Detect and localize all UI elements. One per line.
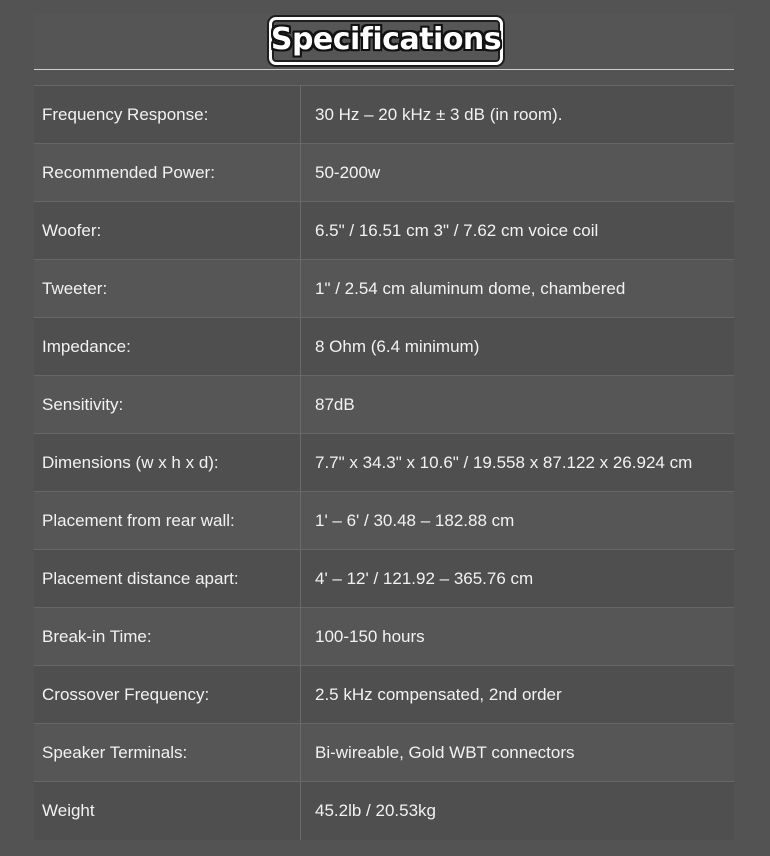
spec-label: Impedance: (34, 318, 301, 376)
spec-value: 8 Ohm (6.4 minimum) (301, 318, 735, 376)
spec-label: Sensitivity: (34, 376, 301, 434)
table-row (34, 434, 734, 492)
spec-value: 6.5" / 16.51 cm 3" / 7.62 cm voice coil (301, 202, 735, 260)
spec-label: Placement from rear wall: (34, 492, 301, 550)
spec-value: 4' – 12' / 121.92 – 365.76 cm (301, 550, 735, 608)
table-row (34, 86, 734, 144)
spec-value: Bi-wireable, Gold WBT connectors (301, 724, 735, 782)
specifications-table (34, 85, 734, 840)
spec-value: 100-150 hours (301, 608, 735, 666)
spec-value: 2.5 kHz compensated, 2nd order (301, 666, 735, 724)
table-row (34, 492, 734, 550)
spec-label: Placement distance apart: (34, 550, 301, 608)
table-row (34, 376, 734, 434)
title-divider (34, 69, 734, 70)
table-row (34, 666, 734, 724)
spec-value: 30 Hz – 20 kHz ± 3 dB (in room). (301, 86, 735, 144)
table-row (34, 608, 734, 666)
table-row (34, 724, 734, 782)
spec-label: Dimensions (w x h x d): (34, 434, 301, 492)
spec-value: 87dB (301, 376, 735, 434)
table-row (34, 782, 734, 840)
spec-value: 7.7" x 34.3" x 10.6" / 19.558 x 87.122 x 26.924 cm (301, 434, 735, 492)
table-row (34, 144, 734, 202)
spec-value: 45.2lb / 20.53kg (301, 782, 735, 840)
spec-value: 1' – 6' / 30.48 – 182.88 cm (301, 492, 735, 550)
table-row (34, 202, 734, 260)
spec-value: 50-200w (301, 144, 735, 202)
table-row (34, 318, 734, 376)
spec-label: Frequency Response: (34, 86, 301, 144)
spec-label: Recommended Power: (34, 144, 301, 202)
spec-label: Break-in Time: (34, 608, 301, 666)
table-row (34, 260, 734, 318)
spec-label: Crossover Frequency: (34, 666, 301, 724)
table-row (34, 550, 734, 608)
spec-label: Weight (34, 782, 301, 840)
spec-label: Speaker Terminals: (34, 724, 301, 782)
spec-label: Woofer: (34, 202, 301, 260)
spec-label: Tweeter: (34, 260, 301, 318)
spec-value: 1" / 2.54 cm aluminum dome, chambered (301, 260, 735, 318)
page-title: Specifications (270, 22, 502, 57)
